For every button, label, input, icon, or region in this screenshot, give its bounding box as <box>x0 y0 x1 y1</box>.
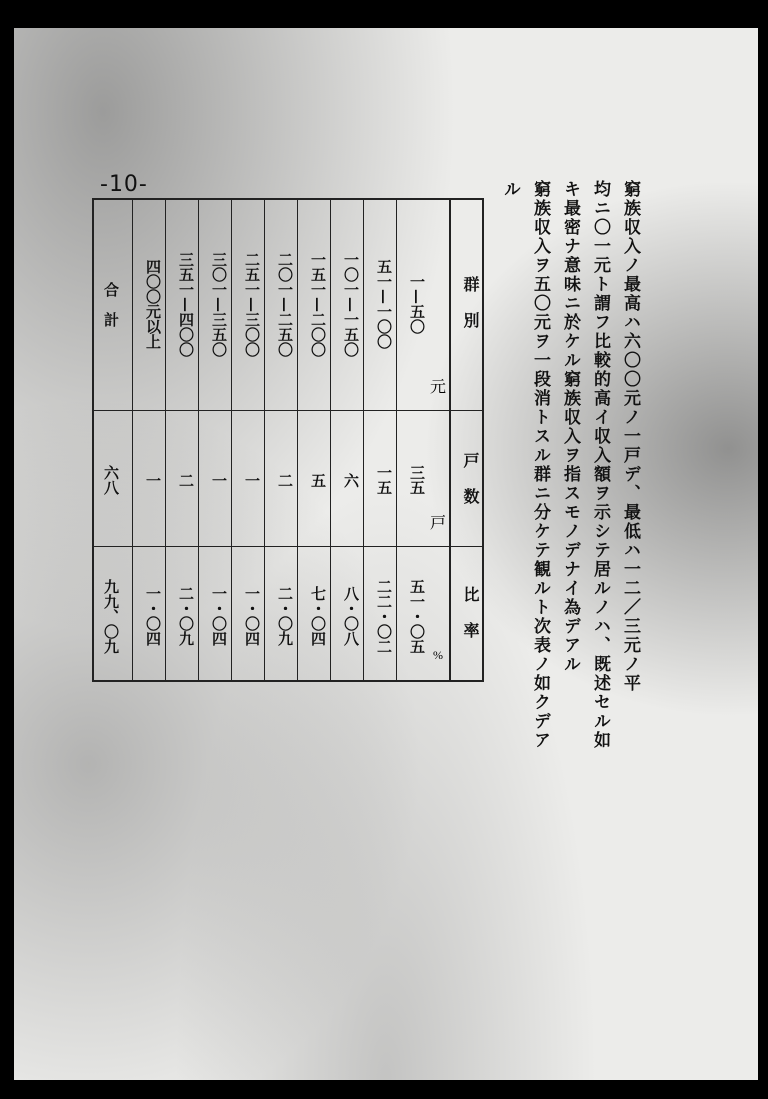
header-group: 群 別 <box>461 276 480 330</box>
body-line: キ最密ナ意味ニ於ケル窮族収入ヲ指スモノデナイ為デアル <box>560 180 580 674</box>
table-cell-ratio: 二・〇九 <box>276 586 294 646</box>
table-cell-group: 一五一—二〇〇 <box>309 251 327 357</box>
table-cell-households: 五 <box>309 472 327 488</box>
table-rule-1 <box>92 410 484 411</box>
table-rule-2 <box>92 546 484 547</box>
table-rule-v <box>363 198 364 682</box>
table-cell-group: 三〇一—三五〇 <box>210 251 228 357</box>
table-rule-v <box>330 198 331 682</box>
table-rule-v <box>396 198 397 682</box>
table-cell-ratio: 八・〇八 <box>342 586 360 646</box>
table-rule-v <box>132 198 133 682</box>
table-cell-households: 二 <box>276 472 294 488</box>
table-cell-group: 合 計 <box>102 281 120 327</box>
header-ratio: 比 率 <box>461 586 480 640</box>
table-cell-households: 三五 <box>408 465 426 495</box>
unit-yuan: 元 <box>429 379 446 396</box>
table-rule-v <box>231 198 232 682</box>
table-rule-header-divider <box>449 198 451 682</box>
body-text <box>496 180 638 1010</box>
table-cell-ratio: 九九、〇九 <box>102 578 120 654</box>
table-cell-ratio: 五一・〇五 <box>408 578 426 654</box>
table-cell-ratio: 一・〇四 <box>210 586 228 646</box>
table-cell-group: 一〇一—一五〇 <box>342 251 360 357</box>
body-line: 窮族収入ノ最高ハ六〇〇元ノ一戸デ、最低ハ一二／三元ノ平 <box>620 180 640 693</box>
table-cell-group: 一—五〇 <box>408 274 426 334</box>
table-cell-households: 一 <box>243 472 261 488</box>
table-rule-v <box>297 198 298 682</box>
table-rule-v <box>165 198 166 682</box>
table-cell-group: 二五一—三〇〇 <box>243 251 261 357</box>
table-cell-group: 四〇〇元以上 <box>144 259 162 349</box>
table-rule-v <box>198 198 199 682</box>
table-rule-right <box>482 198 484 682</box>
table-cell-ratio: 一・〇四 <box>144 586 162 646</box>
table-rule-bottom <box>92 680 484 682</box>
table-cell-group: 三五一—四〇〇 <box>177 251 195 357</box>
table-cell-households: 六八 <box>102 465 120 495</box>
table-cell-ratio: 一・〇四 <box>243 586 261 646</box>
unit-households: 戸 <box>429 515 446 532</box>
page-number: -10- <box>100 172 148 197</box>
table-cell-households: 一 <box>210 472 228 488</box>
table-cell-households: 六 <box>342 472 360 488</box>
table-rule-left <box>92 198 94 682</box>
table-cell-ratio: 二二・〇二 <box>375 578 393 654</box>
header-households: 戸 数 <box>461 452 480 506</box>
body-line: 均ニ〇一元ト謂フ比較的高イ収入額ヲ示シテ居ルノハ、既述セル如 <box>590 180 610 750</box>
table-cell-households: 二 <box>177 472 195 488</box>
body-line: 窮族収入ヲ五〇元ヲ一段消トスル群ニ分ケテ観ルト次表ノ如クデア <box>530 180 550 750</box>
household-income-table <box>92 198 484 688</box>
table-rule-v <box>264 198 265 682</box>
table-rule-top <box>92 198 484 200</box>
table-cell-households: 一 <box>144 472 162 488</box>
body-line: ル <box>500 180 520 199</box>
table-cell-ratio: 七・〇四 <box>309 586 327 646</box>
table-cell-ratio: 二・〇九 <box>177 586 195 646</box>
table-cell-group: 二〇一—二五〇 <box>276 251 294 357</box>
table-cell-group: 五一—一〇〇 <box>375 259 393 349</box>
unit-percent: % <box>433 648 443 662</box>
table-cell-households: 一五 <box>375 465 393 495</box>
